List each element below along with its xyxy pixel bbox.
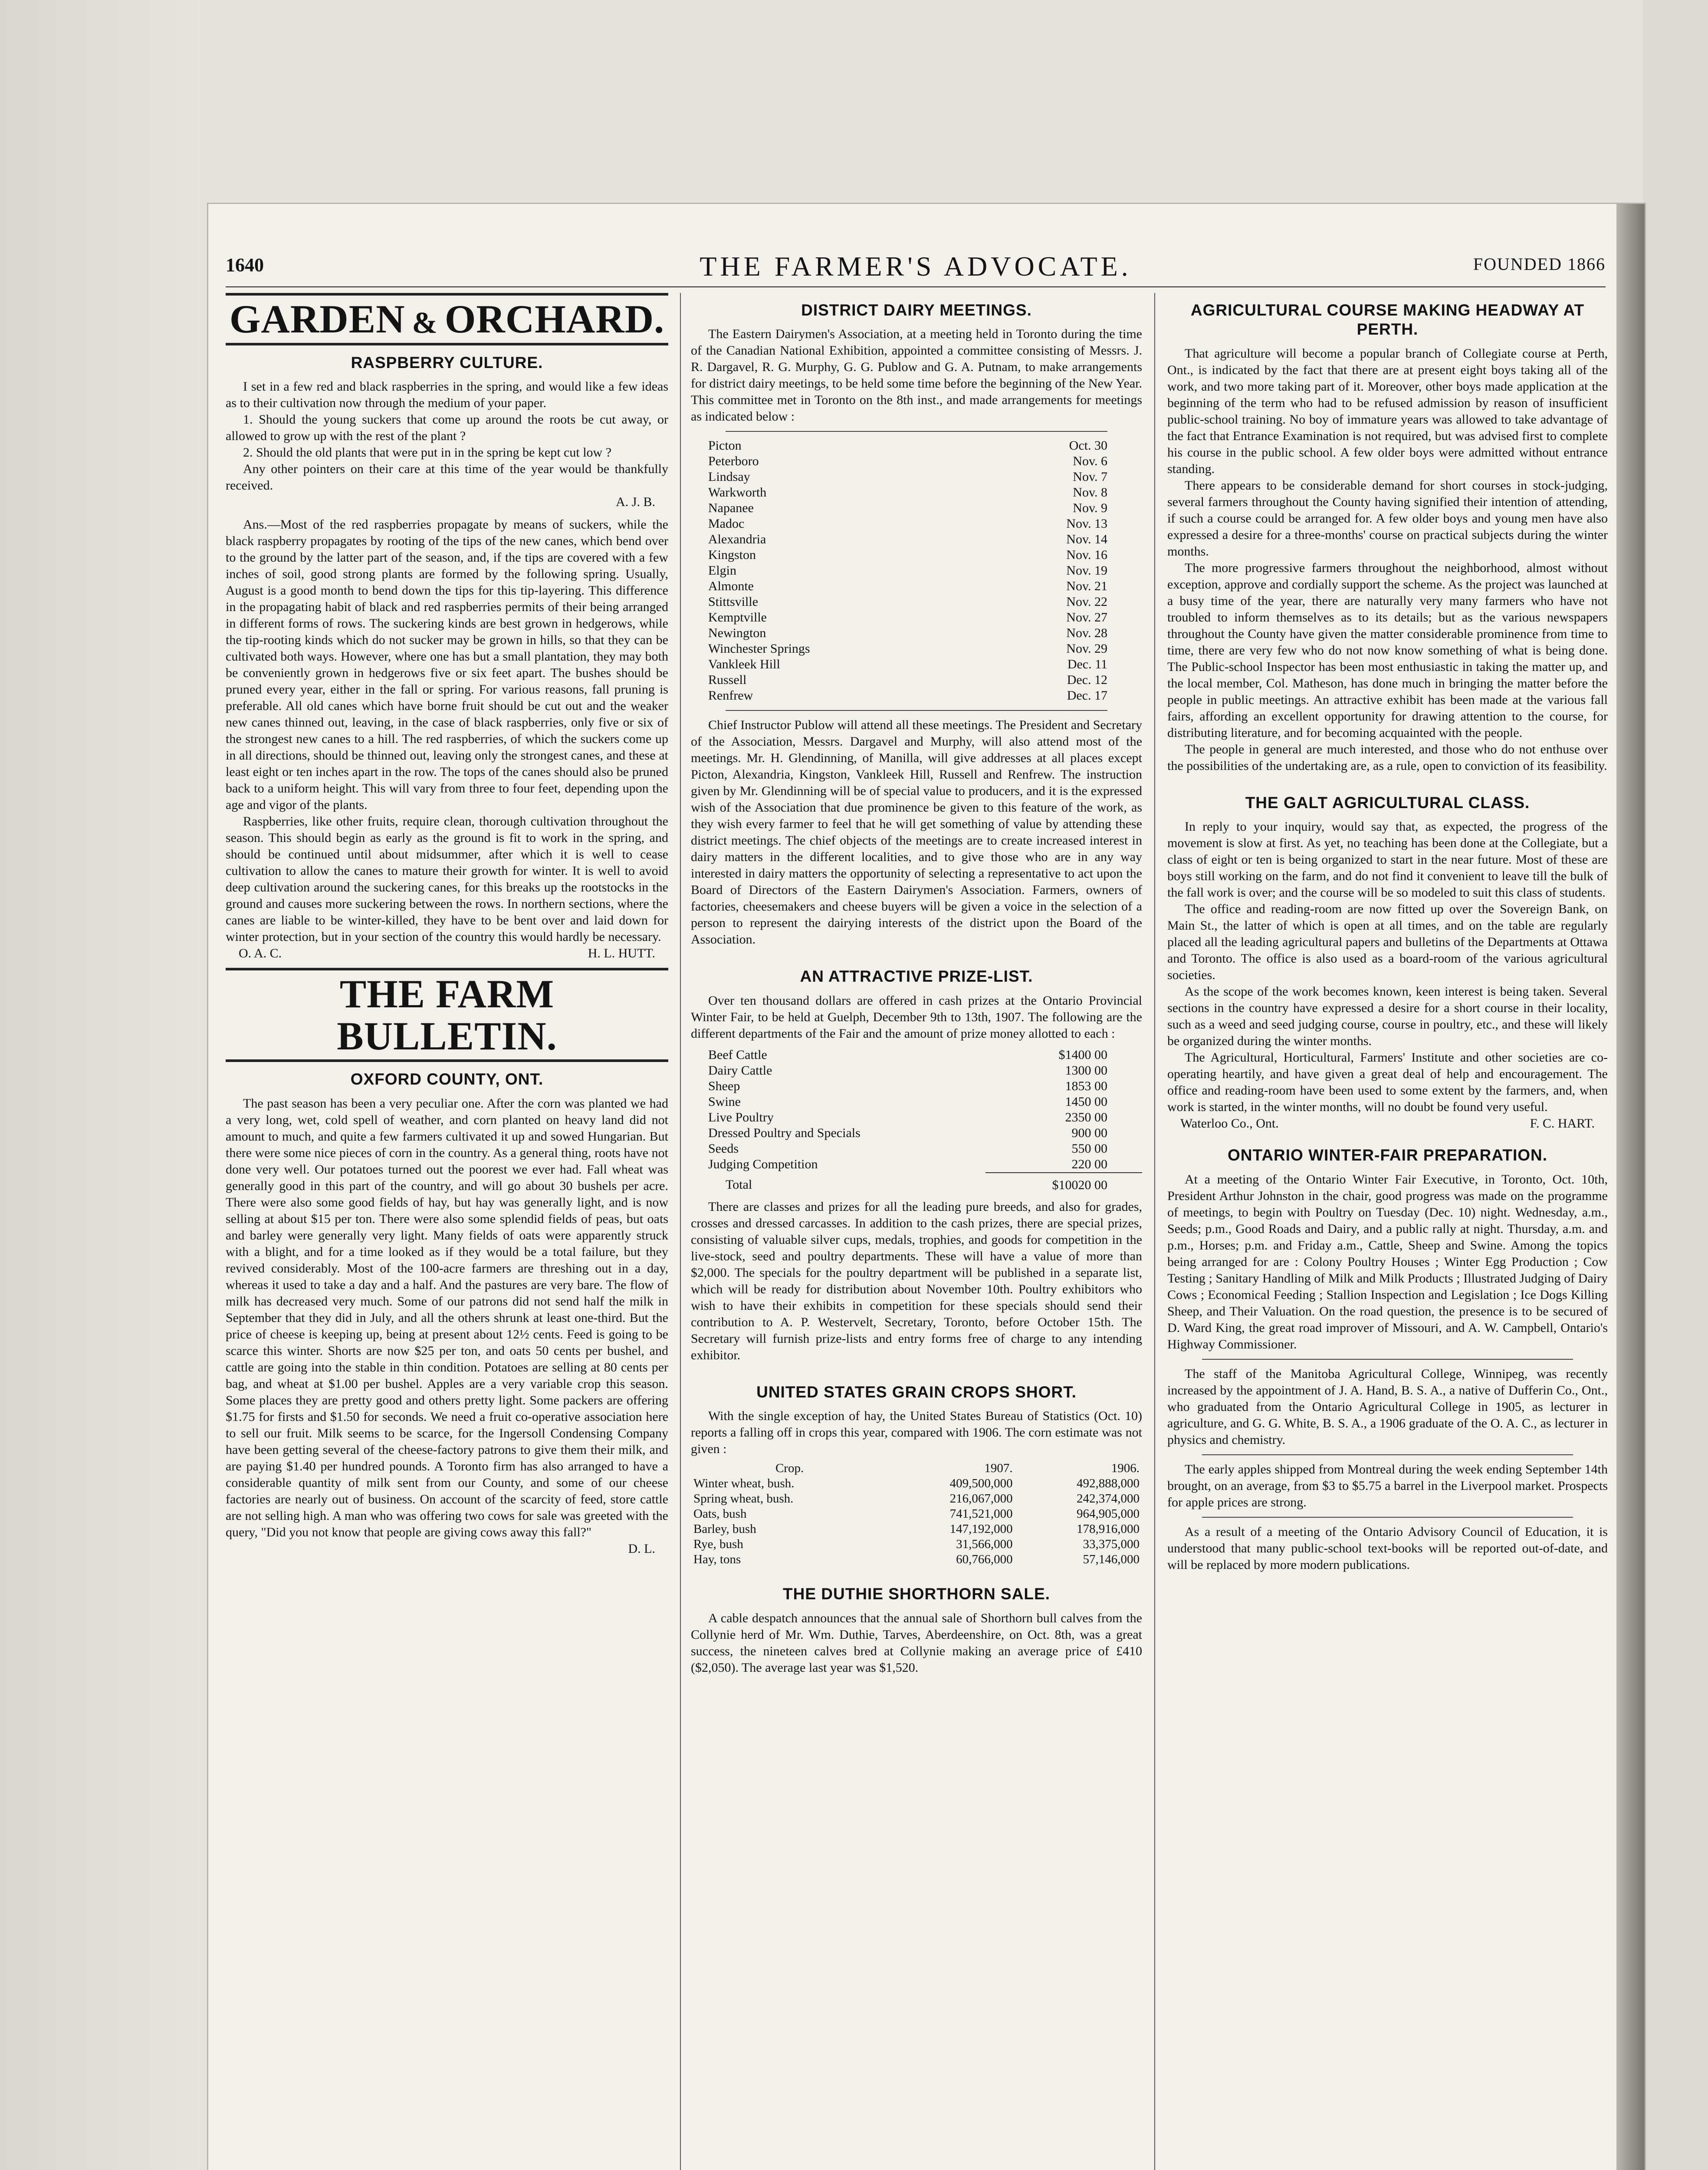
page-number: 1640: [226, 254, 264, 276]
page-header: [226, 251, 1606, 284]
duthie-text: A cable despatch announces that the annual sale of Shorthorn bull calves from the Collynie herd of Mr. Wm. Duthie, Tarves, Aberdeenshire, on Oct. 8th, was a great success, the nineteen calves bred at Collynie making an average price of £410 ($2,050). The average last year was $1,520.: [691, 1611, 1142, 1675]
meeting-place: Renfrew: [708, 688, 753, 703]
grain-1907: 147,192,000: [949, 1522, 1013, 1536]
grain-crop: Barley, bush: [693, 1522, 756, 1536]
prize-intro: Over ten thousand dollars are offered in cash prizes at the Ontario Provincial Winter Fair, to be held at Guelph, December 9th to 13th, 1907. The following are the different departments of the Fair and the amount of prize money allotted to each :: [691, 993, 1142, 1041]
scan-margin-left: [0, 0, 200, 2170]
meeting-place: Kemptville: [708, 610, 767, 625]
manitoba-divider: [1202, 1454, 1573, 1455]
meeting-date: Nov. 27: [1066, 610, 1107, 625]
dairy-intro: The Eastern Dairymen's Association, at a meeting held in Toronto during the time of the Canadian National Exhibition, appointed a committee consisting of Messrs. J. R. Dargavel, R. G. Murphy, G. G. Publow and G. A. Putnam, to make arrangements for district dairy meetings, to be held some time before the beginning of the New Year. This committee met in Toronto on the 8th inst., and made arrangements for meetings as indicated below :: [691, 327, 1142, 424]
grain-1907: 60,766,000: [956, 1552, 1013, 1567]
prize-department: Dressed Poultry and Specials: [708, 1125, 861, 1140]
raspberry-question: I set in a few red and black raspberries in the spring, and would like a few ideas as to their cultivation now through the medium of your paper.: [226, 379, 668, 410]
meeting-date: Nov. 13: [1066, 516, 1107, 531]
winterfair-divider: [1202, 1359, 1573, 1360]
meeting-date: Nov. 6: [1073, 454, 1107, 469]
meeting-place: Madoc: [708, 516, 745, 531]
grain-crop: Winter wheat, bush.: [693, 1476, 795, 1491]
grain-1907: 31,566,000: [956, 1537, 1013, 1552]
meeting-date: Nov. 14: [1066, 532, 1107, 547]
meeting-place: Stittsville: [708, 595, 759, 609]
prize-amount: 220 00: [1071, 1157, 1107, 1171]
prize-row: [691, 1110, 1142, 1125]
meeting-row: [691, 625, 1142, 641]
grain-row: [691, 1537, 1142, 1552]
masthead-title: THE FARMER'S ADVOCATE.: [700, 251, 1132, 282]
column-rule-1: [680, 293, 681, 2170]
grain-crop: Hay, tons: [693, 1552, 741, 1567]
prize-row: [691, 1157, 1142, 1173]
garden-heading-left: GARDEN: [229, 297, 405, 341]
prize-department: Judging Competition: [708, 1157, 818, 1172]
meeting-row: [691, 641, 1142, 657]
duthie-title: THE DUTHIE SHORTHORN SALE.: [783, 1585, 1050, 1603]
garden-heading-right: ORCHARD.: [444, 297, 665, 341]
meeting-date: Nov. 8: [1073, 485, 1107, 500]
meeting-date: Nov. 9: [1073, 501, 1107, 516]
answer-signature: [226, 945, 668, 962]
apples-text: The early apples shipped from Montreal during the week ending September 14th brought, on an average, from $3 to $5.75 a barrel in the Liverpool market. Prospects for apple prices are strong.: [1167, 1462, 1608, 1509]
meeting-place: Lindsay: [708, 470, 750, 484]
meeting-place: Picton: [708, 438, 742, 453]
grain-row: [691, 1476, 1142, 1491]
scan-margin-right: [1643, 0, 1708, 2170]
prize-department: Live Poultry: [708, 1110, 774, 1124]
prize-department: Beef Cattle: [708, 1047, 767, 1062]
grain-1906: 178,916,000: [1077, 1522, 1140, 1536]
galt-sign-left: Waterloo Co., Ont.: [1180, 1116, 1279, 1131]
farm-bulletin-heading: THE FARM BULLETIN.: [226, 968, 668, 1062]
galt-p2: The office and reading-room are now fitted up over the Sovereign Bank, on Main St., the latter of which is open at all times, and on the table are regularly placed all the leading agricultural papers and bulletins of the Departments at Ottawa and Toronto. The office is also used as a board-room of the various agricultural societies.: [1167, 902, 1608, 983]
oxford-text: The past season has been a very peculiar one. After the corn was planted we had a very long, wet, cold spell of weather, and corn planted on heavy land did not amount to much, and quite a few farmers cultivated it up and sowed Hungarian. But there were some nice pieces of corn in the country. As a general thing, roots have not done very well. Our potatoes turned out the poorest we ever had. Fall wheat was generally good in this part of the country, and will go about 30 bushels per acre. There were also some good fields of hay, but hay was generally light, and is now selling at about $15 per ton. There were also some splendid fields of peas, but oats and barley were generally very light. Many fields of oats were apparently struck with a blight, and for a time looked as if they would be a total failure, but they revived considerably. Most of the 100-acre farmers are threshing out in a day, whereas it used to take a day and a half. And the pastures are very bare. The flow of milk has decreased very much. Some of our patrons did not send half the milk in September that they did in July, and all the others shrunk at least one-third. But the price of cheese is keeping up, being at present about 12½ cents. Feed is going to be scarce this winter. Shorts are now $25 per ton, and oats 50 cents per bushel, and cattle are going into the stable in thin condition. Potatoes are selling at 80 cents per bag, and wheat at $1.00 per bushel. Apples are a very variable crop this season. Some places they are pretty good and others pretty light. Some packers are offering $1.75 for firsts and $1.50 for seconds. We need a fruit co-operative association here to sell our fruit. Milk seems to be scarce, for the Ingersoll Condensing Company have been getting several of the cheese-factory patrons to give them their milk, and are paying $1.40 per hundred pounds. A Toronto firm has also arranged to have a considerable quantity of milk sent from our County, and some of our cheese factories are nearly out of business. On account of the scarcity of feed, store cattle are not selling high. A man who was offering two cows for sale was greeted with the query, "Did you not know that people are giving cows away this fall?": [226, 1096, 668, 1539]
dairy-closing: Chief Instructor Publow will attend all these meetings. The President and Secretary of the Association, Messrs. Dargavel and Murphy, will also attend most of the meetings. Mr. H. Glendinning, of Manilla, will give addresses at all places except Picton, Alexandria, Kingston, Vankleek Hill, Russell and Renfrew. The instruction given by Mr. Glendinning will be of special value to producers, and it is the expressed wish of the Association that due prominence be given to this feature of the work, as they wish every farmer to feel that he will get something of value by attending these district meetings. The chief objects of the meetings are to create increased interest in dairy matters in the different localities, and to give those who are in any way interested in dairy matters the opportunity of selecting a representative to act upon the Board of Directors of the Eastern Dairymen's Association. Farmers, owners of factories, cheesemakers and cheese buyers will be given a voice in the selection of a person to represent the dairying interests of the district upon the Board of the Association.: [691, 718, 1142, 947]
meeting-row: [691, 438, 1142, 454]
prize-department: Swine: [708, 1094, 741, 1109]
prize-amount: 900 00: [1071, 1125, 1107, 1140]
grain-crop: Rye, bush: [693, 1537, 743, 1552]
grain-header-row: [691, 1461, 1142, 1476]
meeting-row: [691, 485, 1142, 500]
perth-p4: The people in general are much interested, and those who do not enthuse over the possibilities of the undertaking are, as a rule, open to conviction of its feasibility.: [1167, 742, 1608, 773]
meeting-place: Kingston: [708, 548, 756, 562]
grain-1906: 242,374,000: [1077, 1492, 1140, 1506]
garden-orchard-heading: [226, 293, 668, 345]
prize-amount: $1400 00: [1058, 1047, 1107, 1062]
grain-row: [691, 1522, 1142, 1537]
meeting-place: Elgin: [708, 563, 736, 578]
grain-intro: With the single exception of hay, the United States Bureau of Statistics (Oct. 10) reports a falling off in crops this year, compared with 1906. The corn estimate was not given :: [691, 1409, 1142, 1457]
prize-amount: 550 00: [1071, 1141, 1107, 1156]
perth-p2: There appears to be considerable demand for short courses in stock-judging, several farmers throughout the County having signified their intention of attending, if such a course could be arranged for. A few older boys and young men have also expressed a desire for a three-months' course on practical subjects during the winter months.: [1167, 478, 1608, 559]
raspberry-q3: Any other pointers on their care at this time of the year would be thankfully received.: [226, 461, 668, 493]
meeting-date: Nov. 16: [1066, 548, 1107, 562]
column-rule-2: [1154, 293, 1155, 2170]
meeting-row: [691, 688, 1142, 704]
meeting-date: Nov. 19: [1066, 563, 1107, 578]
grain-row: [691, 1491, 1142, 1506]
column-3: [1167, 293, 1608, 2170]
prize-table: [691, 1047, 1142, 1194]
meeting-row: [691, 579, 1142, 594]
meeting-date: Nov. 29: [1066, 641, 1107, 656]
perth-title: AGRICULTURAL COURSE MAKING HEADWAY AT PERTH.: [1190, 301, 1585, 339]
grain-row: [691, 1552, 1142, 1567]
prize-total-label: Total: [726, 1177, 752, 1192]
ampersand-ornament-icon: &: [412, 306, 438, 340]
founded-label: FOUNDED 1866: [1473, 254, 1606, 274]
answer-sign-left: O. A. C.: [239, 946, 282, 960]
meeting-place: Napanee: [708, 501, 754, 516]
prize-row: [691, 1047, 1142, 1063]
prize-total-amount: $10020 00: [985, 1173, 1142, 1193]
dairy-divider: [726, 431, 1107, 432]
meeting-row: [691, 563, 1142, 579]
meeting-date: Nov. 28: [1066, 626, 1107, 641]
grain-crop: Oats, bush: [693, 1507, 747, 1521]
grain-header-1907: 1907.: [984, 1461, 1013, 1476]
meeting-date: Dec. 12: [1067, 673, 1107, 687]
dairy-divider-2: [726, 710, 1107, 711]
prize-amount: 1300 00: [1065, 1063, 1107, 1078]
grain-crop: Spring wheat, bush.: [693, 1492, 794, 1506]
raspberry-q2: 2. Should the old plants that were put in in the spring be kept cut low ?: [243, 445, 612, 460]
galt-signature: [1167, 1115, 1608, 1132]
dairy-meetings-table: [691, 438, 1142, 704]
prize-row: [691, 1063, 1142, 1078]
grain-1907: 216,067,000: [949, 1492, 1013, 1506]
prize-row: [691, 1078, 1142, 1094]
meeting-row: [691, 547, 1142, 563]
meeting-place: Warkworth: [708, 485, 767, 500]
header-rule: [226, 286, 1606, 287]
prize-amount: 1450 00: [1065, 1094, 1107, 1109]
galt-sign-right: F. C. HART.: [1530, 1116, 1595, 1131]
manitoba-text: The staff of the Manitoba Agricultural College, Winnipeg, was recently increased by the appointment of J. A. Hand, B. S. A., a native of Dufferin Co., Ont., who graduated from the Ontario Agricultural College in 1905, as lecturer in agriculture, and G. G. White, B. S. A., a 1906 graduate of the O. A. C., as lecturer in physics and chemistry.: [1167, 1366, 1608, 1447]
grain-title: UNITED STATES GRAIN CROPS SHORT.: [756, 1383, 1077, 1401]
prize-closing: There are classes and prizes for all the leading pure breeds, and also for grades, crosses and dressed carcasses. In addition to the cash prizes, there are special prizes, consisting of valuable silver cups, medals, trophies, and goods for competition in the live-stock, seed and poultry departments. These will have a value of more than $2,000. The specials for the poultry department will be published in a separate list, which will be ready for distribution about November 10th. Poultry exhibitors who wish to have their exhibits in competition for these specials should send their contribution to A. P. Westervelt, Secretary, Toronto, before October 15th. The Secretary will furnish prize-lists and entry forms free of charge to any intending exhibitor.: [691, 1199, 1142, 1362]
meeting-row: [691, 610, 1142, 625]
dairy-title: DISTRICT DAIRY MEETINGS.: [801, 301, 1032, 319]
oxford-title: OXFORD COUNTY, ONT.: [350, 1070, 544, 1088]
meeting-date: Nov. 21: [1066, 579, 1107, 594]
prize-department: Dairy Cattle: [708, 1063, 772, 1078]
meeting-row: [691, 500, 1142, 516]
meeting-date: Nov. 22: [1066, 595, 1107, 609]
meeting-row: [691, 594, 1142, 610]
grain-1906: 492,888,000: [1077, 1476, 1140, 1491]
winterfair-text: At a meeting of the Ontario Winter Fair Executive, in Toronto, Oct. 10th, President Arthur Johnston in the chair, good progress was made on the programme of meetings, to begin with Poultry on Tuesday (Dec. 10) night. Wednesday, a.m., Seeds; p.m., Good Roads and Dairy, and a public rally at night. Thursday, a.m. and p.m., Horses; p.m. and Friday a.m., Cattle, Sheep and Swine. Among the topics being arranged for are : Colony Poultry Houses ; Winter Egg Production ; Cow Testing ; Sanitary Handling of Milk and Milk Products ; Illustrated Judging of Dairy Cows ; Economical Feeding ; Stallion Inspection and Legislation ; Ice Dogs Killing Sheep, and Their Valuation. On the road question, the presence is to be secured of D. Ward King, the great road improver of Missouri, and A. W. Campbell, Ontario's Highway Commissioner.: [1167, 1172, 1608, 1351]
column-2: [691, 293, 1142, 2170]
perth-p1: That agriculture will become a popular branch of Collegiate course at Perth, Ont., is indicated by the fact that there are at present eight boys taking all of the work, and two more taking part of it. Moreover, other boys made application at the beginning of the term who had to be refused admission by reason of insufficient public-school training. No boy of immature years was allowed to take advantage of the fact that Entrance Examination is not required, but was advised first to complete his course in the public school. A few older boys were admitted without entrance standing.: [1167, 346, 1608, 476]
prize-department: Seeds: [708, 1141, 739, 1156]
grain-1906: 33,375,000: [1083, 1537, 1140, 1552]
meeting-date: Dec. 17: [1067, 688, 1107, 703]
prize-title: AN ATTRACTIVE PRIZE-LIST.: [800, 967, 1033, 986]
meeting-place: Almonte: [708, 579, 754, 594]
grain-1906: 57,146,000: [1083, 1552, 1140, 1567]
prize-row: [691, 1141, 1142, 1157]
grain-header-1906: 1906.: [1111, 1461, 1140, 1476]
raspberry-answer-2: Raspberries, like other fruits, require clean, thorough cultivation throughout the season. This should begin as early as the ground is fit to work in the spring, and should be continued until about midsummer, after which it is well to cease cultivation to allow the canes to mature their growth for winter. It is well to avoid deep cultivation around the suckering canes, for this breaks up the rootstocks in the ground and causes more suckering between the rows. In northern sections, where the canes are liable to be winter-killed, they have to be bent over and laid down for winter protection, but in your section of the country this would hardly be necessary.: [226, 814, 668, 944]
perth-p3: The more progressive farmers throughout the neighborhood, almost without exception, approve and cordially support the scheme. As the project was launched at a busy time of the year, there are naturally very many farmers who have not troubled to inform themselves as to its details; but as the various newspapers throughout the County have given the matter considerable prominence from time to time, there are very few who do not now know something of what is being done. The Public-school Inspector has been most enthusiastic in taking the matter up, and the local member, Col. Matheson, has done much in bringing the matter before the people in public meetings. An attractive exhibit has been made at the various fall fairs, affording an excellent opportunity for drawing attention to the course, for distributing literature, and for becoming acquainted with the people.: [1167, 560, 1608, 740]
prize-row: [691, 1094, 1142, 1110]
meeting-place: Winchester Springs: [708, 641, 810, 656]
prize-amount: 1853 00: [1065, 1078, 1107, 1093]
column-1: [226, 293, 668, 2170]
answer-sign-right: H. L. HUTT.: [588, 946, 655, 960]
meeting-date: Dec. 11: [1067, 657, 1107, 672]
meeting-row: [691, 532, 1142, 547]
meeting-place: Vankleek Hill: [708, 657, 780, 672]
newspaper-page: [208, 204, 1645, 2170]
prize-total-row: [691, 1173, 1142, 1193]
grain-1906: 964,905,000: [1077, 1507, 1140, 1521]
question-signature: A. J. B.: [616, 494, 655, 509]
grain-1907: 741,521,000: [949, 1507, 1013, 1521]
meeting-row: [691, 469, 1142, 485]
grain-table: [691, 1461, 1142, 1567]
meeting-place: Newington: [708, 626, 766, 641]
galt-p4: The Agricultural, Horticultural, Farmers' Institute and other societies are co-operating heartily, and have given a great deal of help and encouragement. The office and reading-room have been used to some extent by the farmers, and, when work is started, in the winter months, will no doubt be found very useful.: [1167, 1050, 1608, 1115]
meeting-row: [691, 516, 1142, 532]
meeting-place: Alexandria: [708, 532, 766, 547]
raspberry-answer-1: Ans.—Most of the red raspberries propagate by means of suckers, while the black raspberry propagates by rooting of the tips of the new canes, which bend over to the ground by the latter part of the season, and, if the tips are covered with a few inches of soil, good strong plants are formed by the following spring. Usually, August is a good month to bend down the tips for this tip-layering. This difference in the propagating habit of black and red raspberries permits of their being arranged in different forms of rows. The suckering kinds are best grown in hedgerows, while the tip-rooting kinds which do not sucker may be grown in hills, so that they can be cultivated both ways. However, where one has but a small plantation, they may both be conveniently grown in hedgerows five or six feet apart. The bushes should be pruned every year, either in the fall or spring. For various reasons, fall pruning is preferable. All old canes which have borne fruit should be cut out and the weaker new canes thinned out, leaving, in the case of black raspberries, only five or six of the strongest new canes to a hill. The red raspberries, of which the suckers come up in all directions, should be thinned out, leaving only the strongest canes, and these at least eight or ten inches apart in the row. The tops of the canes should also be pruned back to a uniform height. This will vary from three to four feet, depending upon the age and vigor of the plants.: [226, 517, 668, 812]
oxford-signature: D. L.: [628, 1541, 655, 1556]
galt-p1: In reply to your inquiry, would say that, as expected, the progress of the movement is slow at first. As yet, no teaching has been done at the Collegiate, but a class of eight or ten is being organized to start in the near future. Most of these are boys still working on the farm, and do not find it convenient to leave till the bulk of the fall work is over; and the course will be so modeled to suit this class of students.: [1167, 819, 1608, 900]
advisory-text: As a result of a meeting of the Ontario Advisory Council of Education, it is understood that many public-school text-books will be reported out-of-date, and will be replaced by more modern publications.: [1167, 1524, 1608, 1572]
grain-1907: 409,500,000: [949, 1476, 1013, 1491]
page-gutter-shadow: [1616, 204, 1645, 2170]
prize-department: Sheep: [708, 1078, 740, 1093]
meeting-row: [691, 672, 1142, 688]
meeting-date: Nov. 7: [1073, 470, 1107, 484]
meeting-date: Oct. 30: [1069, 438, 1107, 453]
galt-title: THE GALT AGRICULTURAL CLASS.: [1245, 793, 1530, 812]
grain-row: [691, 1506, 1142, 1522]
winterfair-title: ONTARIO WINTER-FAIR PREPARATION.: [1227, 1146, 1548, 1164]
prize-amount: 2350 00: [1065, 1110, 1107, 1124]
prize-row: [691, 1125, 1142, 1141]
meeting-place: Russell: [708, 673, 747, 687]
raspberry-q1: 1. Should the young suckers that come up around the roots be cut away, or allowed to grow up with the rest of the plant ?: [226, 412, 668, 443]
meeting-row: [691, 454, 1142, 469]
raspberry-title: RASPBERRY CULTURE.: [351, 353, 543, 372]
grain-header-crop: Crop.: [775, 1461, 804, 1476]
galt-p3: As the scope of the work becomes known, keen interest is being taken. Several sections in the country have expressed a desire for a short course in their locality, such as a weed and seed judging course, course in poultry, etc., and these will likely be organized during the winter months.: [1167, 984, 1608, 1049]
meeting-row: [691, 657, 1142, 672]
apples-divider: [1202, 1517, 1573, 1518]
meeting-place: Peterboro: [708, 454, 759, 469]
